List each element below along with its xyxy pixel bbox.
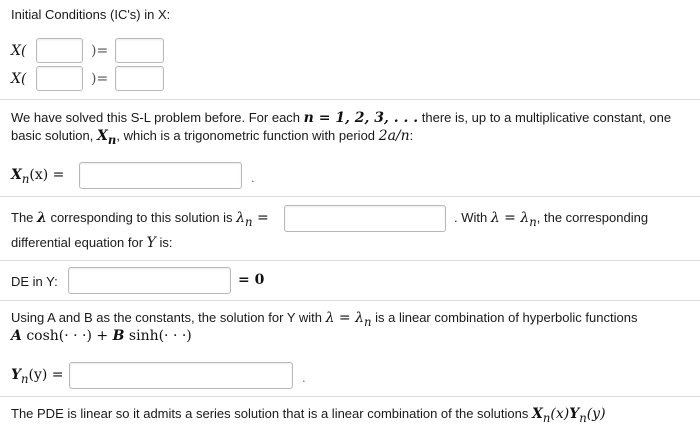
divider: [0, 99, 700, 100]
lambda-input[interactable]: [284, 205, 446, 232]
ic-heading: Initial Conditions (IC's) in X:: [11, 7, 171, 22]
yn-lhs: $Y_n(y)$ =: [11, 367, 64, 386]
ic-row1-fn: X(: [11, 43, 27, 59]
divider: [0, 260, 700, 261]
hyp-sentence: Using A and B as the constants, the solution for Y with $\lambda = \lambda_n$ is a linear combination of hyperbolic functions: [11, 310, 638, 329]
xn-tail: .: [251, 170, 255, 185]
ic-row2-arg-input[interactable]: [36, 66, 83, 91]
lambda-sentence: The λ corresponding to this solution is $\lambda_n$ =: [11, 210, 269, 229]
lambda-de-line: differential equation for Y is:: [11, 235, 173, 251]
ic-row2-fn: X(: [11, 71, 27, 87]
sl-paragraph: We have solved this S-L problem before. For each n = 1, 2, 3, . . . there is, up to a multiplicative constant, one basic solution, $X_n$, which is a trigonometric function with period 2a/n:: [11, 110, 672, 147]
yn-tail: .: [302, 370, 306, 385]
ic-row2-close: )=: [91, 71, 109, 87]
divider: [0, 196, 700, 197]
yn-input[interactable]: [69, 362, 293, 389]
period-expr: 2a/n: [378, 128, 410, 144]
de-label: DE in Y:: [11, 274, 58, 289]
ic-row2-value-input[interactable]: [115, 66, 164, 91]
ic-row1-arg-input[interactable]: [36, 38, 83, 63]
hyp-combination: A cosh(· · ·) + B sinh(· · ·): [11, 328, 192, 344]
pde-sentence: The PDE is linear so it admits a series solution that is a linear combination of the solutions $X_n(x)Y_n(y)$: [11, 406, 606, 425]
lambda-with: . With $\lambda = \lambda_n$, the corresponding: [454, 210, 649, 229]
n-values: n = 1, 2, 3, . . .: [303, 110, 419, 126]
divider: [0, 396, 700, 397]
ic-row1-close: )=: [91, 43, 109, 59]
de-input[interactable]: [68, 267, 231, 294]
de-equals-zero: = 0: [238, 272, 265, 288]
ic-row1-value-input[interactable]: [115, 38, 164, 63]
xn-input[interactable]: [79, 162, 242, 189]
xn-lhs: $X_n(x)$ =: [11, 167, 65, 186]
divider: [0, 300, 700, 301]
xn-symbol: $X_n$: [97, 128, 117, 147]
